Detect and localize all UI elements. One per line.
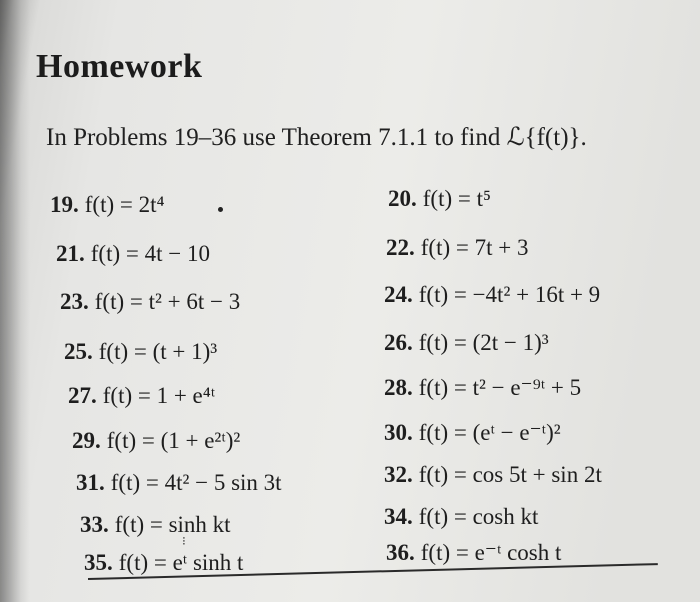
problem-19 bbox=[50, 192, 165, 218]
problem-21 bbox=[56, 241, 210, 267]
problem-32 bbox=[384, 462, 602, 488]
problem-number: 21. bbox=[56, 241, 85, 266]
problem-number: 23. bbox=[60, 289, 89, 314]
problem-26 bbox=[384, 330, 549, 356]
problem-number: 35. bbox=[84, 550, 113, 575]
problem-expression: f(t) = t² − e⁻⁹ᵗ + 5 bbox=[418, 375, 582, 400]
problem-31 bbox=[76, 470, 282, 496]
problem-number: 30. bbox=[384, 420, 413, 445]
problem-number: 33. bbox=[80, 512, 109, 537]
problem-expression: f(t) = cosh kt bbox=[418, 504, 539, 529]
problem-expression: f(t) = t² + 6t − 3 bbox=[94, 289, 241, 314]
problem-number: 22. bbox=[386, 235, 415, 260]
problem-number: 25. bbox=[64, 339, 93, 364]
instruction-text: In Problems 19–36 use Theorem 7.1.1 to find ℒ{f(t)}. bbox=[46, 124, 587, 151]
problem-number: 27. bbox=[68, 383, 97, 408]
problem-22 bbox=[386, 235, 528, 261]
problem-number: 20. bbox=[388, 186, 417, 211]
page-fold-shadow bbox=[0, 0, 30, 602]
problem-36 bbox=[386, 540, 561, 566]
problem-number: 34. bbox=[384, 504, 413, 529]
problem-expression: f(t) = 1 + e⁴ᵗ bbox=[102, 383, 216, 408]
page-title: Homework bbox=[36, 48, 203, 85]
problem-20 bbox=[388, 186, 491, 212]
pen-dot bbox=[218, 207, 223, 212]
problem-25 bbox=[64, 339, 217, 365]
problem-expression: f(t) = (1 + e²ᵗ)² bbox=[106, 428, 241, 453]
problem-33 bbox=[80, 512, 231, 538]
problem-number: 24. bbox=[384, 282, 413, 307]
problem-expression: f(t) = sinh kt bbox=[114, 512, 231, 537]
problem-number: 29. bbox=[72, 428, 101, 453]
problem-expression: f(t) = −4t² + 16t + 9 bbox=[418, 282, 601, 307]
problem-expression: f(t) = cos 5t + sin 2t bbox=[418, 462, 602, 487]
problem-number: 31. bbox=[76, 470, 105, 495]
problem-number: 32. bbox=[384, 462, 413, 487]
problem-35 bbox=[84, 550, 243, 576]
problem-expression: f(t) = (eᵗ − e⁻ᵗ)² bbox=[418, 420, 561, 445]
problem-expression: f(t) = 4t² − 5 sin 3t bbox=[110, 470, 282, 495]
problem-expression: f(t) = 7t + 3 bbox=[420, 235, 529, 260]
problem-number: 26. bbox=[384, 330, 413, 355]
problem-expression: f(t) = e⁻ᵗ cosh t bbox=[420, 540, 562, 565]
text-cursor-mark: ⁝ bbox=[182, 534, 186, 548]
problem-29 bbox=[72, 428, 240, 454]
problem-number: 19. bbox=[50, 192, 79, 217]
problem-27 bbox=[68, 383, 215, 409]
problem-expression: f(t) = 2t⁴ bbox=[84, 192, 165, 217]
problem-number: 28. bbox=[384, 375, 413, 400]
problem-24 bbox=[384, 282, 600, 308]
problem-expression: f(t) = 4t − 10 bbox=[90, 241, 210, 266]
problem-number: 36. bbox=[386, 540, 415, 565]
problem-expression: f(t) = eᵗ sinh t bbox=[118, 550, 244, 575]
problem-28 bbox=[384, 375, 581, 401]
problem-30 bbox=[384, 420, 561, 446]
problem-34 bbox=[384, 504, 538, 530]
problem-23 bbox=[60, 289, 240, 315]
problem-expression: f(t) = (2t − 1)³ bbox=[418, 330, 549, 355]
problem-expression: f(t) = t⁵ bbox=[422, 186, 491, 211]
problem-expression: f(t) = (t + 1)³ bbox=[98, 339, 218, 364]
